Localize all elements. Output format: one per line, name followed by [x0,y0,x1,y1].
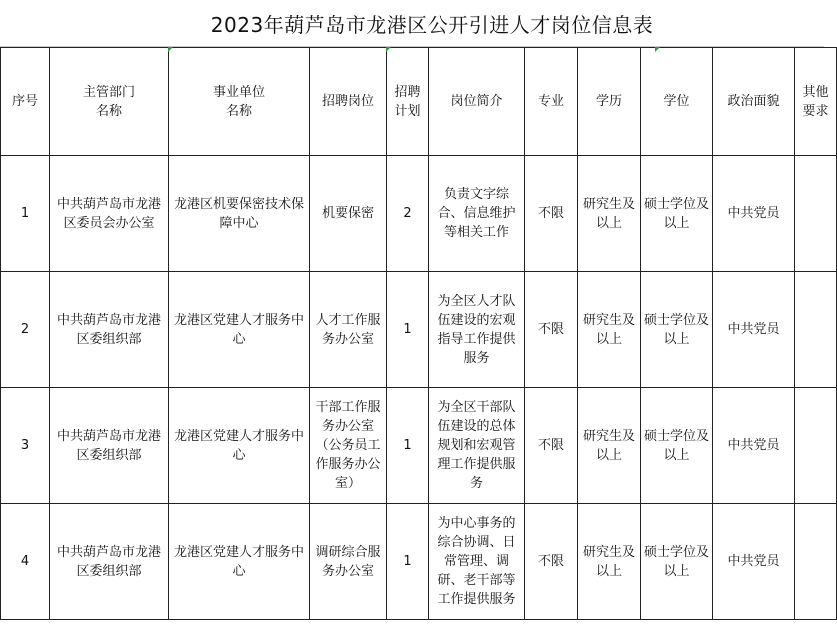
cell-edu: 研究生及以上 [578,272,641,388]
cell-intro: 为全区干部队伍建设的总体规划和宏观管理工作提供服务 [429,388,525,504]
cell-edu: 研究生及以上 [578,504,641,620]
cell-no: 3 [1,388,50,504]
header-plan: 招聘 计划 [387,48,429,156]
cell-major: 不限 [525,504,578,620]
cell-degree: 硕士学位及以上 [641,504,713,620]
header-intro: 岗位简介 [429,48,525,156]
header-degree: 学位 [641,48,713,156]
cell-political: 中共党员 [713,504,795,620]
cell-intro: 负责文字综合、信息维护等相关工作 [429,156,525,272]
cell-no: 2 [1,272,50,388]
header-dept: 主管部门 名称 [50,48,169,156]
cell-comment-marker [168,47,173,52]
cell-unit: 龙港区党建人才服务中心 [169,504,310,620]
header-other: 其他 要求 [795,48,837,156]
cell-degree: 硕士学位及以上 [641,156,713,272]
header-political: 政治面貌 [713,48,795,156]
cell-other [795,272,837,388]
table-row [1,388,837,504]
cell-intro: 为中心事务的综合协调、日常管理、调研、老干部等工作提供服务 [429,504,525,620]
table-row [1,272,837,388]
cell-plan: 1 [387,504,429,620]
cell-unit: 龙港区党建人才服务中心 [169,272,310,388]
header-no: 序号 [1,48,50,156]
cell-plan: 1 [387,388,429,504]
table-header-row [1,48,837,156]
cell-major: 不限 [525,272,578,388]
cell-comment-marker [386,47,391,52]
cell-post: 人才工作服务办公室 [310,272,387,388]
cell-post: 机要保密 [310,156,387,272]
cell-major: 不限 [525,156,578,272]
cell-degree: 硕士学位及以上 [641,272,713,388]
cell-post: 干部工作服务办公室（公务员工作服务办公室） [310,388,387,504]
cell-edu: 研究生及以上 [578,388,641,504]
cell-degree: 硕士学位及以上 [641,388,713,504]
cell-other [795,388,837,504]
cell-no: 4 [1,504,50,620]
cell-dept: 中共葫芦岛市龙港区委组织部 [50,272,169,388]
cell-edu: 研究生及以上 [578,156,641,272]
cell-unit: 龙港区党建人才服务中心 [169,388,310,504]
positions-table [0,47,837,620]
cell-comment-marker [655,47,660,52]
cell-no: 1 [1,156,50,272]
header-unit: 事业单位 名称 [169,48,310,156]
header-edu: 学历 [578,48,641,156]
cell-dept: 中共葫芦岛市龙港区委组织部 [50,504,169,620]
cell-dept: 中共葫芦岛市龙港区委员会办公室 [50,156,169,272]
cell-political: 中共党员 [713,388,795,504]
table-row [1,504,837,620]
cell-political: 中共党员 [713,272,795,388]
cell-plan: 2 [387,156,429,272]
cell-dept: 中共葫芦岛市龙港区委组织部 [50,388,169,504]
header-post: 招聘岗位 [310,48,387,156]
page-title: 2023年葫芦岛市龙港区公开引进人才岗位信息表 [0,0,824,46]
cell-other [795,504,837,620]
cell-other [795,156,837,272]
cell-political: 中共党员 [713,156,795,272]
cell-major: 不限 [525,388,578,504]
table-row [1,156,837,272]
cell-unit: 龙港区机要保密技术保障中心 [169,156,310,272]
cell-intro: 为全区人才队伍建设的宏观指导工作提供服务 [429,272,525,388]
header-major: 专业 [525,48,578,156]
cell-plan: 1 [387,272,429,388]
cell-post: 调研综合服务办公室 [310,504,387,620]
